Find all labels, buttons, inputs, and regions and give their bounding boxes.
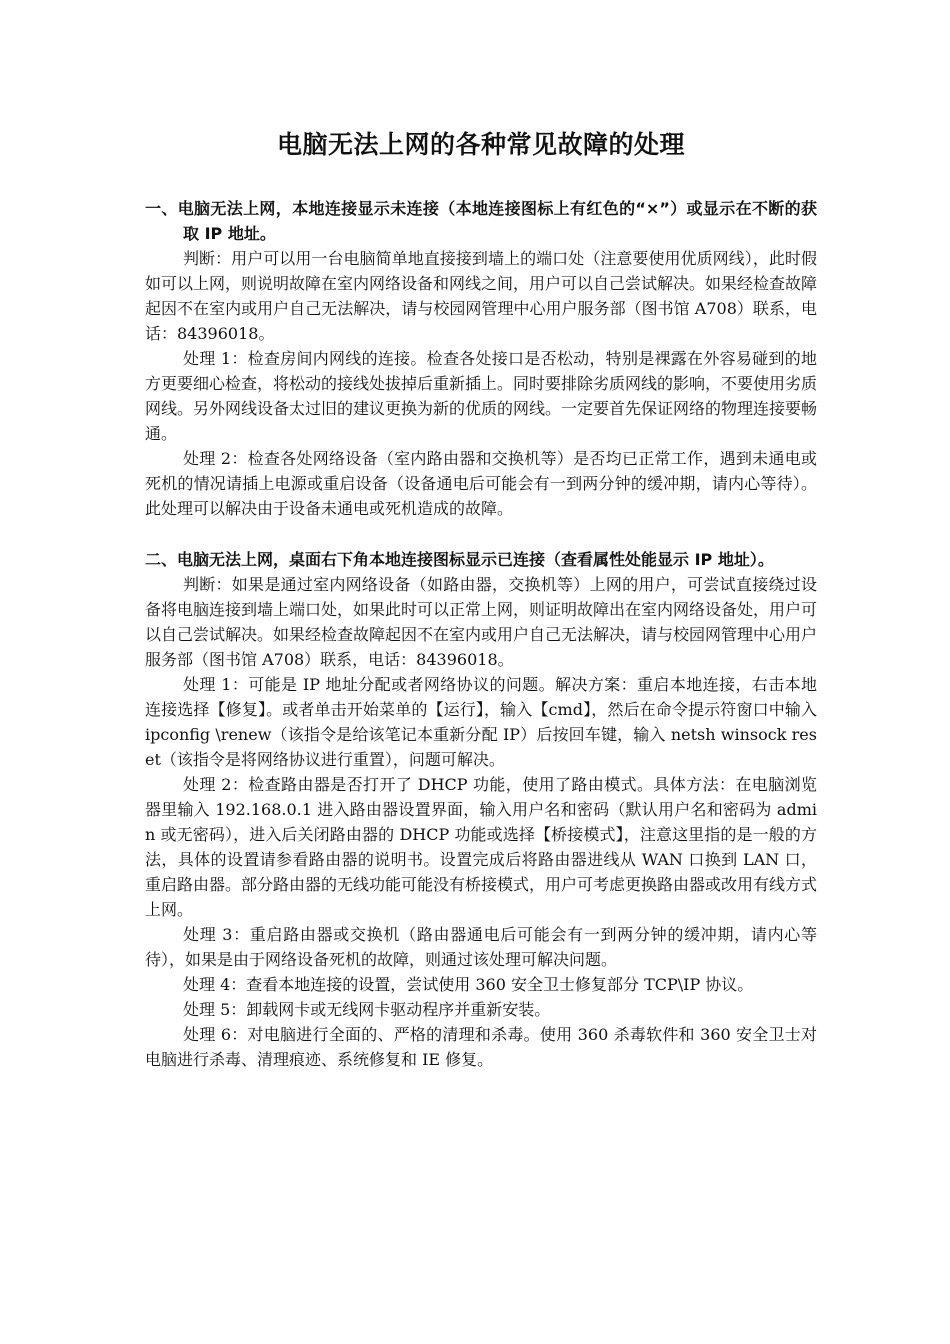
paragraph-judgment: 判断：用户可以用一台电脑简单地直接接到墙上的端口处（注意要使用优质网线），此时假如可以上网，则说明故障在室内网络设备和网线之间，用户可以自己尝试解决。如果经检查故障起因不在室内或用户自己无法解决，请与校园网管理中心用户服务部（图书馆 A708）联系，电话：84396018。 xyxy=(145,249,818,343)
paragraph-judgment: 判断：如果是通过室内网络设备（如路由器，交换机等）上网的用户，可尝试直接绕过设备将电脑连接到墙上端口处，如果此时可以正常上网，则证明故障出在室内网络设备处，用户可以自己尝试解决。如果经检查故障起因不在室内或用户自己无法解决，请与校园网管理中心用户服务部（图书馆 A708）联系，电话：84396018。 xyxy=(145,575,818,669)
paragraph-step-5: 处理 5：卸载网卡或无线网卡驱动程序并重新安装。 xyxy=(183,1000,551,1019)
paragraph-step-1: 处理 1：检查房间内网线的连接。检查各处接口是否松动，特别是裸露在外容易碰到的地方更要细心检查，将松动的接线处拔掉后重新插上。同时要排除劣质网线的影响，不要使用劣质网线。另外网线设备太过旧的建议更换为新的优质的网线。一定要首先保证网络的物理连接要畅通。 xyxy=(145,349,818,443)
section-2 xyxy=(145,547,817,1072)
section-heading: 二、电脑无法上网，桌面右下角本地连接图标显示已连接（查看属性处能显示 IP 地址）。 xyxy=(145,550,774,569)
document-title: 电脑无法上网的各种常见故障的处理 xyxy=(276,130,685,159)
paragraph-step-3: 处理 3：重启路由器或交换机（路由器通电后可能会有一到两分钟的缓冲期，请内心等待），如果是由于网络设备死机的故障，则通过该处理可解决问题。 xyxy=(145,925,817,969)
paragraph-step-6: 处理 6：对电脑进行全面的、严格的清理和杀毒。使用 360 杀毒软件和 360 安全卫士对电脑进行杀毒、清理痕迹、系统修复和 IE 修复。 xyxy=(145,1025,817,1069)
section-heading: 一、电脑无法上网，本地连接显示未连接（本地连接图标上有红色的“×”）或显示在不断的获取 IP 地址。 xyxy=(145,199,817,243)
paragraph-step-2: 处理 2：检查路由器是否打开了 DHCP 功能，使用了路由模式。具体方法：在电脑浏览器里输入 192.168.0.1 进入路由器设置界面，输入用户名和密码（默认用户名和密码为 admin 或无密码），进入后关闭路由器的 DHCP 功能或选择【桥接模式】，注意这里指的是一般的方法，具体的设置请参看路由器的说明书。设置完成后将路由器进线从 WAN 口换到 LAN 口，重启路由器。部分路由器的无线功能可能没有桥接模式，用户可考虑更换路由器或改用有线方式上网。 xyxy=(145,775,818,919)
document-page xyxy=(145,128,817,1072)
paragraph-step-2: 处理 2：检查各处网络设备（室内路由器和交换机等）是否均已正常工作，遇到未通电或死机的情况请插上电源或重启设备（设备通电后可能会有一到两分钟的缓冲期，请内心等待）。此处理可以解决由于设备未通电或死机造成的故障。 xyxy=(145,449,817,518)
section-1 xyxy=(145,196,817,521)
paragraph-step-1: 处理 1：可能是 IP 地址分配或者网络协议的问题。解决方案：重启本地连接，右击本地连接选择【修复】。或者单击开始菜单的【运行】，输入【cmd】，然后在命令提示符窗口中输入 ipconfig \renew（该指令是给该笔记本重新分配 IP）后按回车键，输入 netsh winsock reset（该指令是将网络协议进行重置），问题可解决。 xyxy=(145,675,817,769)
paragraph-step-4: 处理 4：查看本地连接的设置，尝试使用 360 安全卫士修复部分 TCP\IP 协议。 xyxy=(183,975,754,994)
